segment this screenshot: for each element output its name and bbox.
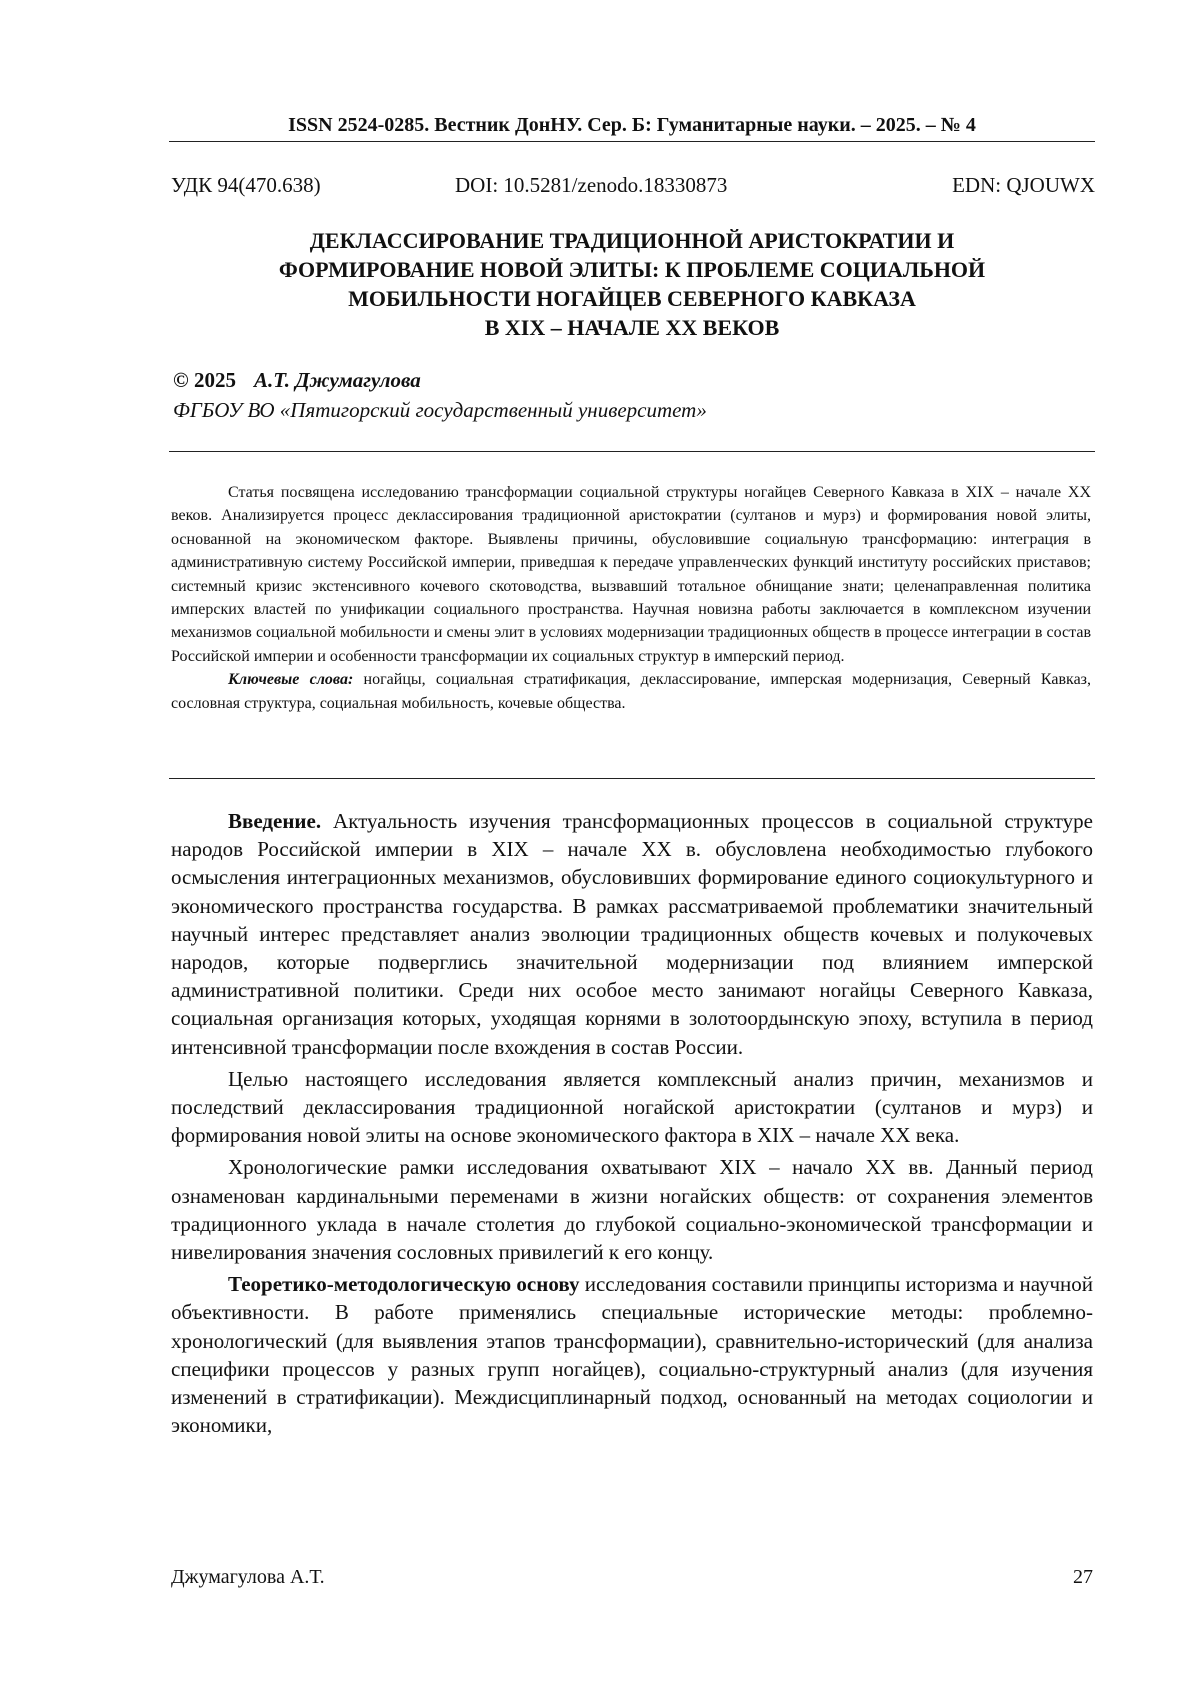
keywords: [171, 668, 1091, 715]
methodology-text: исследования составили принципы историзма и научной объективности. В работе применялись специальные исторические методы: проблемно-хронологический (для выявления этапов трансформации), сравнительно-исторический (для анализа специфики процессов у разных групп ногайцев), социально-структурный анализ (для изучения изменений в стратификации). Междисциплинарный подход, основанный на методах социологии и экономики,: [171, 1272, 1093, 1438]
doi-link[interactable]: DOI: 10.5281/zenodo.18330873: [455, 173, 728, 197]
page-number: 27: [1073, 1566, 1093, 1588]
title-line: В XIX – НАЧАЛЕ XX ВЕКОВ: [484, 315, 780, 340]
chronology-paragraph: Хронологические рамки исследования охватывают XIX – начало XX вв. Данный период ознаменован кардинальными переменами в жизни ногайских обществ: от сохранения элементов традиционного уклада в начале столетия до глубокой социально-экономической трансформации и нивелирования значения сословных привилегий к его концу.: [171, 1155, 1093, 1265]
abstract-text: Статья посвящена исследованию трансформации социальной структуры ногайцев Северного Кавказа в XIX – начале XX веков. Анализируется процесс деклассирования традиционной аристократии (султанов и мурз) и формирования новой элиты, основанной на экономическом факторе. Выявлены причины, обусловившие социальную трансформацию: интеграция в административную систему Российской империи, приведшая к передаче управленческих функций институту российских приставов; системный кризис экстенсивного кочевого скотоводства, вызвавший тотальное обнищание знати; целенаправленная политика имперских властей по унификации социального пространства. Научная новизна работы заключается в комплексном изучении механизмов социальной мобильности и смены элит в условиях модернизации традиционных обществ в процессе интеграции в состав Российской империи и особенности трансформации их социальных структур в имперский период.: [171, 484, 1091, 665]
keywords-label: Ключевые слова:: [228, 671, 354, 689]
author-line: [173, 368, 421, 393]
methodology-label: Теоретико-методологическую основу: [228, 1272, 580, 1297]
keywords-list: ногайцы, социальная стратификация, деклассирование, имперская модернизация, Северный Кавказ, сословная структура, социальная мобильность, кочевые общества.: [171, 671, 1091, 712]
title-line: ФОРМИРОВАНИЕ НОВОЙ ЭЛИТЫ: К ПРОБЛЕМЕ СОЦИАЛЬНОЙ: [278, 257, 986, 282]
abstract-top-rule: [169, 451, 1095, 452]
goal-paragraph: Целью настоящего исследования является комплексный анализ причин, механизмов и последствий деклассирования традиционной ногайской аристократии (султанов и мурз) и формирования новой элиты на основе экономического фактора в XIX – начале XX века.: [171, 1066, 1093, 1148]
abstract: [171, 481, 1091, 715]
article-title: [169, 226, 1095, 342]
udk-code: УДК 94(470.638): [171, 173, 321, 197]
article-body: [171, 807, 1093, 1443]
title-line: МОБИЛЬНОСТИ НОГАЙЦЕВ СЕВЕРНОГО КАВКАЗА: [348, 286, 916, 311]
author-name: А.Т. Джумагулова: [253, 368, 421, 392]
copyright-year: © 2025: [173, 368, 236, 392]
author-affiliation: ФГБОУ ВО «Пятигорский государственный университет»: [173, 398, 707, 422]
intro-paragraph: [171, 807, 1093, 1061]
footer-author: Джумагулова А.Т.: [171, 1566, 325, 1588]
journal-header: ISSN 2524-0285. Вестник ДонНУ. Сер. Б: Гуманитарные науки. – 2025. – № 4: [288, 114, 976, 136]
methodology-paragraph: [171, 1270, 1093, 1439]
abstract-bottom-rule: [169, 778, 1095, 779]
edn-code: EDN: QJOUWX: [952, 173, 1095, 197]
header-rule: [169, 141, 1095, 142]
intro-label: Введение.: [228, 809, 322, 833]
title-line: ДЕКЛАССИРОВАНИЕ ТРАДИЦИОННОЙ АРИСТОКРАТИИ И: [309, 228, 955, 253]
intro-text: Актуальность изучения трансформационных процессов в социальной структуре народов Российской империи в XIX – начале XX в. обусловлена необходимостью глубокого осмысления интеграционных механизмов, обусловивших формирование единого социокультурного и экономического пространства государства. В рамках рассматриваемой проблематики значительный научный интерес представляет анализ эволюции традиционных обществ кочевых и полукочевых народов, которые подверглись значительной модернизации под влиянием имперской административной политики. Среди них особое место занимают ногайцы Северного Кавказа, социальная организация которых, уходящая корнями в золотоордынскую эпоху, вступила в период интенсивной трансформации после вхождения в состав России.: [171, 809, 1093, 1059]
